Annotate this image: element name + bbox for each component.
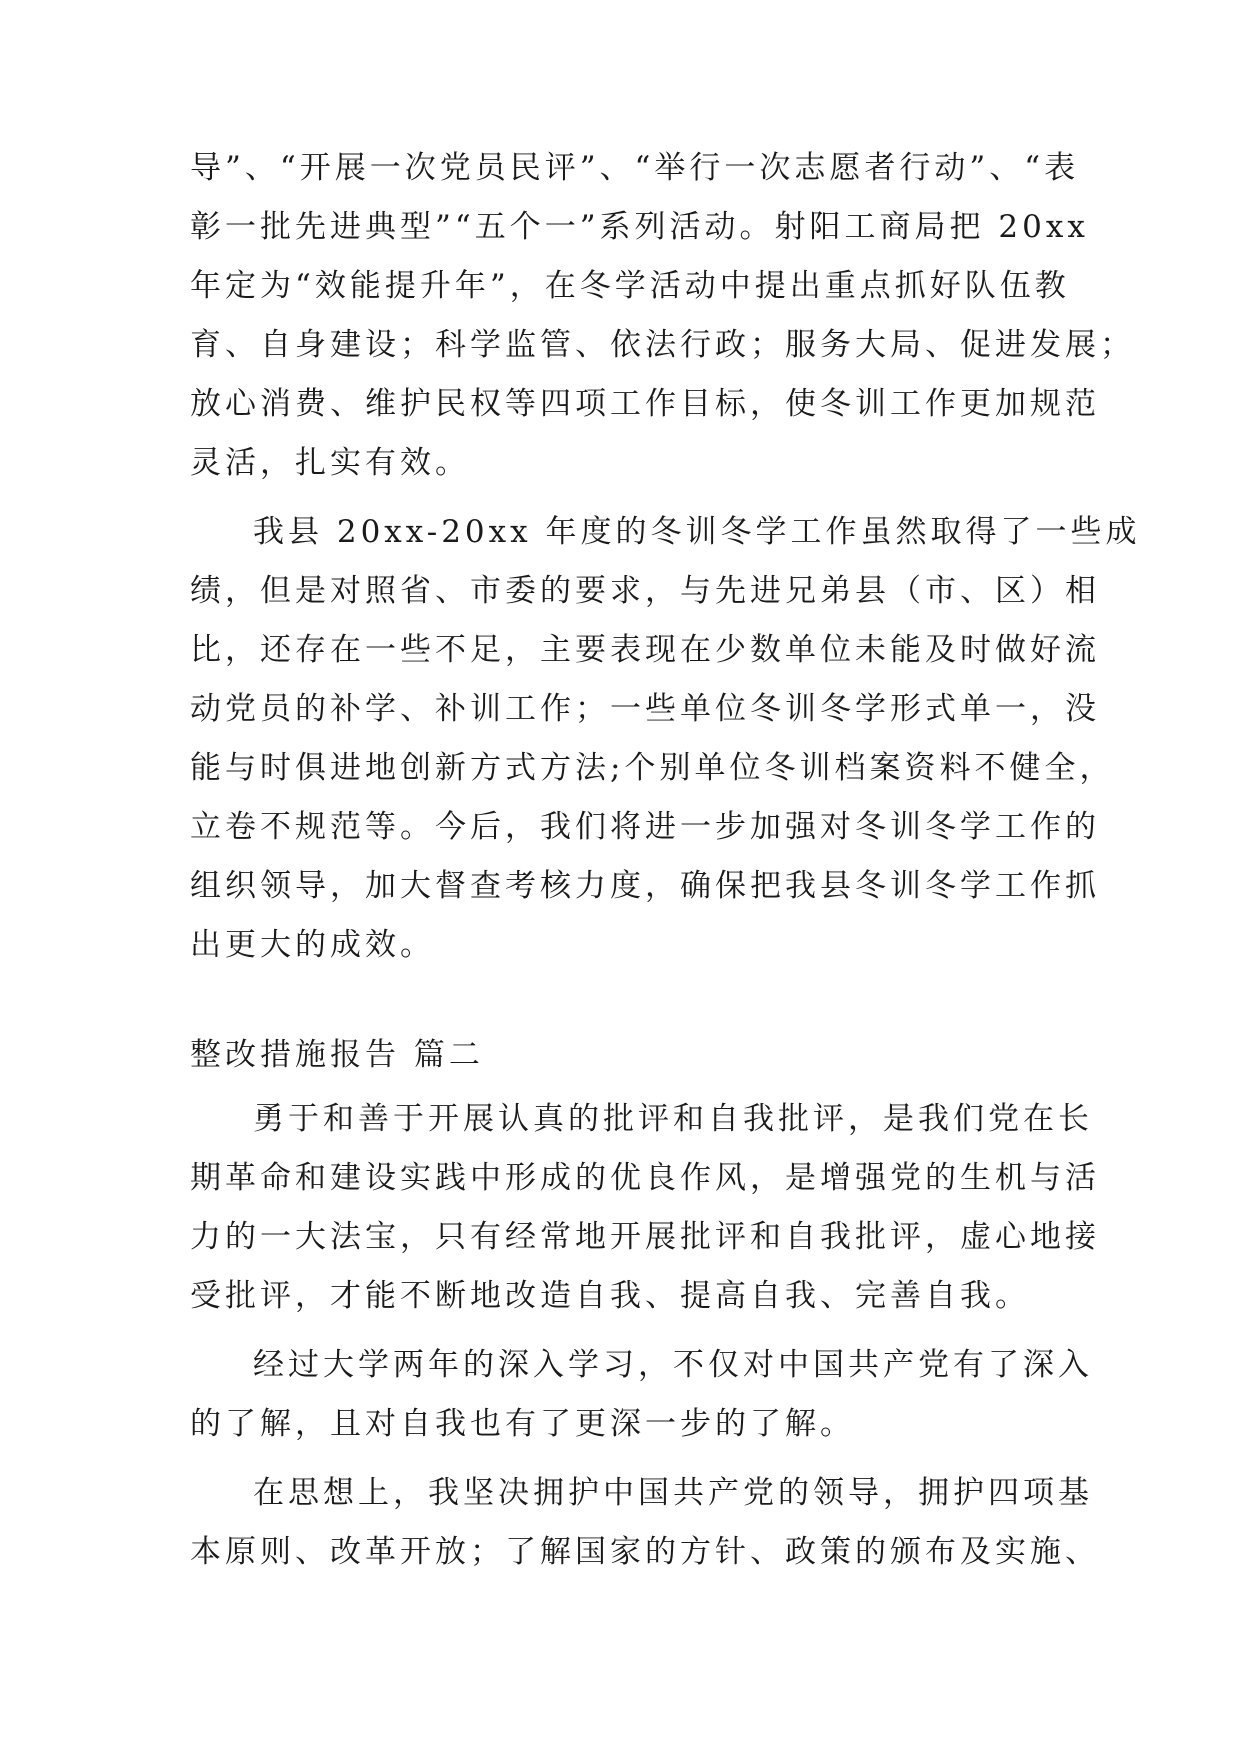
paragraph-line: 力的一大法宝，只有经常地开展批评和自我批评，虚心地接	[190, 1219, 1100, 1255]
paragraph-line: 能与时俱进地创新方式方法;个别单位冬训档案资料不健全，	[190, 750, 1115, 786]
paragraph-line: 出更大的成效。	[190, 927, 435, 963]
paragraph-line: 动党员的补学、补训工作；一些单位冬训冬学形式单一，没	[190, 691, 1100, 727]
paragraph-line: 年定为“效能提升年”，在冬学活动中提出重点抓好队伍教	[190, 268, 1070, 304]
paragraph-line: 经过大学两年的深入学习，不仅对中国共产党有了深入	[253, 1347, 1093, 1383]
paragraph-line: 立卷不规范等。今后，我们将进一步加强对冬训冬学工作的	[190, 809, 1100, 845]
paragraph-line: 绩，但是对照省、市委的要求，与先进兄弟县（市、区）相	[190, 573, 1100, 609]
paragraph-line: 灵活，扎实有效。	[190, 445, 470, 481]
paragraph-line: 放心消费、维护民权等四项工作目标，使冬训工作更加规范	[190, 386, 1100, 422]
paragraph-line: 受批评，才能不断地改造自我、提高自我、完善自我。	[190, 1278, 1030, 1314]
paragraph-line: 的了解，且对自我也有了更深一步的了解。	[190, 1406, 855, 1442]
paragraph-line: 组织领导，加大督查考核力度，确保把我县冬训冬学工作抓	[190, 868, 1100, 904]
paragraph-line: 在思想上，我坚决拥护中国共产党的领导，拥护四项基	[253, 1475, 1093, 1511]
paragraph-line: 本原则、改革开放；了解国家的方针、政策的颁布及实施、	[190, 1534, 1100, 1570]
section-heading: 整改措施报告 篇二	[190, 1037, 484, 1073]
paragraph-line: 我县 20xx-20xx 年度的冬训冬学工作虽然取得了一些成	[253, 514, 1141, 550]
paragraph-line: 育、自身建设；科学监管、依法行政；服务大局、促进发展；	[190, 327, 1135, 363]
paragraph-line: 比，还存在一些不足，主要表现在少数单位未能及时做好流	[190, 632, 1100, 668]
paragraph-line: 期革命和建设实践中形成的优良作风，是增强党的生机与活	[190, 1160, 1100, 1196]
paragraph-line: 彰一批先进典型”“五个一”系列活动。射阳工商局把 20xx	[190, 209, 1089, 245]
paragraph-line: 勇于和善于开展认真的批评和自我批评，是我们党在长	[253, 1101, 1093, 1137]
paragraph-line: 导”、“开展一次党员民评”、“举行一次志愿者行动”、“表	[190, 150, 1080, 186]
